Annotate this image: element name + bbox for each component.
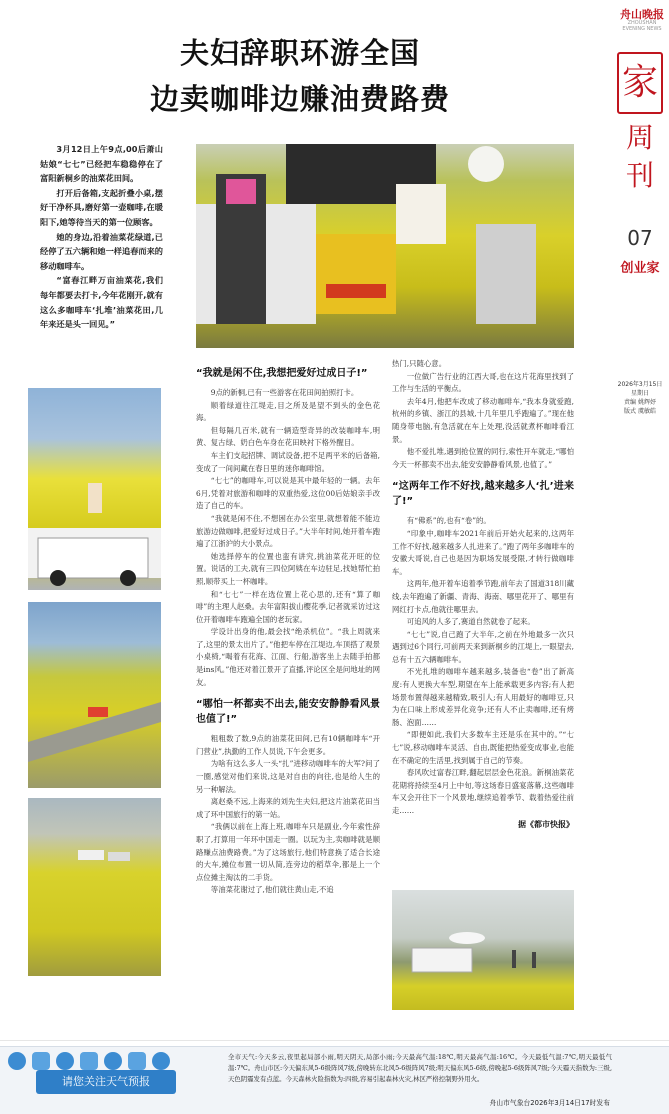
weather-cta-banner: 请您关注天气预报: [36, 1070, 176, 1094]
headline-line-2: 边卖咖啡边赚油费路费: [149, 82, 450, 116]
photo-flower-field-2: [28, 602, 161, 788]
article-paragraph: 等油菜花谢过了,他们就往黄山走,不追: [210, 885, 334, 895]
weather-icon-snow: [80, 1052, 98, 1070]
article-paragraph: 车主们支起招牌、调试设备,把不足两平米的后备箱,变成了一间间藏在春日里的迷你咖啡馆。: [196, 450, 380, 473]
article-column-right: [392, 358, 574, 830]
article-column-middle: [196, 358, 380, 897]
lead-paragraph: “富春江畔万亩油菜花,我们每年都要去打卡,今年花刚开,就有这么多咖啡车‘扎堆’油菜花田,几年来还是头一回见。”: [40, 275, 163, 330]
article-paragraph: 学设计出身的他,最会找“绝杀机位”。“我上周就来了,这里的景太出片了。”他把车停在江堤边,车顶搭了观景小桌椅,“喝着有花海、江面、行船,游客坐上去随手拍都是ins风。”他还对着江景开了直播,评论区全是问地址的网友。: [196, 627, 380, 687]
issue-date: 2026年3月15日: [617, 381, 663, 388]
article-paragraph: 一位做广告行业的江西大哥,也在这片花海里找到了工作与生活的平衡点。: [392, 371, 574, 394]
lead-paragraph: 打开后备箱,支起折叠小桌,摆好干净杯具,磨好第一壶咖啡,在暖阳下,她等待当天的第一位顾客。: [40, 187, 163, 227]
article-paragraph: 不光扎堆的咖啡车越来越多,装备也“卷”出了新高度:有人更换大车型,期望在车上能承载更多内容;有人把场景布置得越来越精致,吸引人;有人用最好的咖啡豆,只为在口味上形成差异化竞争;还有人不止卖咖啡,还有烤肠、泡面……: [392, 667, 574, 727]
article-paragraph: “即便如此,我们大多数车主还是乐在其中的。”“七七”说,移动咖啡车灵活、自由,既能把热爱变成事业,也能在不确定的生活里,找到属于自己的节奏。: [392, 730, 574, 765]
article-paragraph: “七七”说,自己跑了大半年,之前在外地最多一次只遇到过6个同行,可前两天来到新桐乡的江堤上,一眼望去,总有十五六辆咖啡车。: [392, 629, 574, 664]
page-number: 07: [627, 226, 653, 250]
subheading: “我就是闲不住,我想把爱好过成日子!”: [196, 368, 368, 379]
weather-icon-sun: [56, 1052, 74, 1070]
article-paragraph: 顺着绿道往江堤走,目之所及是望不到头的金色花海。: [196, 400, 380, 423]
photo-coffee-car-main: [196, 144, 574, 348]
lead-column: [40, 142, 163, 332]
article-paragraph: 9点的新桐,已有一些游客在花田间拍照打卡。: [210, 388, 359, 397]
article-paragraph: 热门,只随心意。: [392, 359, 447, 368]
issue-editor: 责编 姚辉妤: [624, 399, 656, 406]
subheading: “哪怕一杯都卖不出去,能安安静静看风景也值了!”: [196, 699, 380, 726]
section-name: 创业家: [620, 261, 660, 276]
article-paragraph: “印象中,咖啡车2021年前后开始火起来的,这两年工作不好找,越来越多人扎进来了。”跑了两年多咖啡车的安徽大哥说,自己也是因为职场发展受限,才转行做咖啡车。: [392, 528, 574, 576]
article-paragraph: 粗粗数了数,9点的油菜花田间,已有10辆咖啡车“开门营业”,执勤的工作人员说,下午会更多。: [196, 734, 380, 756]
weather-icon-cloud: [8, 1052, 26, 1070]
source-credit: 据《都市快报》: [518, 818, 574, 829]
article-paragraph: 这两年,他开着车追着季节跑,前年去了国道318川藏线,去年跑遍了新疆、青海、海南、哪里花开了、哪里有网红打卡点,他就往哪里去。: [392, 579, 574, 614]
article-paragraph: 可追风的人多了,赛道自然就卷了起来。: [406, 617, 535, 627]
footer-divider: [0, 1040, 669, 1041]
newspaper-logo-subtitle: ZHOUSHAN EVENING NEWS: [622, 20, 662, 32]
photo-r2-illustration: [392, 890, 574, 1010]
weather-forecast-text: 全市天气:今天多云,夜里起局部小雨,明天阴天,局部小雨;今天最高气温:18℃,明天最高气温:16℃。今天最低气温:7℃,明天最低气温:7℃。舟山市区:今天偏东风5-6级阵风7级,傍晚转东北风5-6级阵风7级;明天偏东风5-6级,傍晚起5-6级阵风7级;今天霾天指数为:三级,天色阴霾发有点蓝。今天森林火险指数为:四级,容易引起森林火灾,林区严格控制野外用火。: [228, 1053, 612, 1083]
article-paragraph: 为啥有这么多人一头“扎”进移动咖啡车的大军?问了一圈,感觉对他们来说,这是对自由的向往,也是给人生的另一种解法。: [196, 759, 380, 794]
article-paragraph: 春风吹过富春江畔,翻起层层金色花浪。新桐油菜花花期将持续至4月上中旬,等这场春日盛宴落幕,这些咖啡车又会开往下一个风景地,继续追着季节、载着热爱往前走……: [392, 768, 574, 815]
weather-icon-rain: [32, 1052, 50, 1070]
weather-source: 舟山市气象台2026年3月14日17时发布: [489, 1099, 610, 1107]
issue-designer: 版式 虞敏皓: [624, 408, 656, 415]
photo-main-illustration: [196, 144, 574, 348]
article-paragraph: 和“七七”一样在选位置上花心思的,还有“算了咖啡”的主理人赵桑。去年富阳拔山樱花季,记者就采访过这位开着咖啡车跑遍全国的老玩家。: [196, 589, 380, 624]
page-headline: [60, 30, 540, 122]
article-paragraph: 她选择停车的位置也蛮有讲究,挑油菜花开旺的位置。说话的工夫,就有三四位阿姨在车边驻足,找她帮忙拍照,顺带买上一杯咖啡。: [196, 551, 380, 586]
weekly-title-box: [617, 52, 663, 114]
weather-icon-wind: [104, 1052, 122, 1070]
weather-icon-storm: [152, 1052, 170, 1070]
article-paragraph: “我俩以前在上海上班,咖啡车只是副业,今年索性辞职了,打算用一年环中国走一圈。以玩为主,卖咖啡就是顺路赚点油费路费。”为了这场旅行,他们特意换了适合长途的大车,摊位布置一切从简,连旁边的稻草伞,都是上一个点位摊主淘汰的二手货。: [196, 822, 380, 882]
lead-paragraph: 3月12日上午9点,00后萧山姑娘“七七”已经把车稳稳停在了富阳新桐乡的油菜花田间。: [40, 144, 163, 184]
article-paragraph: 他不爱扎堆,遇到抢位置的同行,索性开车就走,“哪怕今天一杯都卖不出去,能安安静静看风景,也值了。”: [392, 447, 574, 469]
article-paragraph: “七七”的咖啡车,可以说是其中最年轻的一辆。去年6月,凭着对旅游和咖啡的双重热爱,这位00后姑娘亲手改造了自己的车。: [196, 476, 380, 511]
photo-flower-field-3: [28, 798, 161, 976]
issue-meta: [613, 380, 667, 416]
article-paragraph: 但每隔几百米,就有一辆造型奇异的改装咖啡车,明黄、复古绿、奶白色车身在花田映衬下格外醒目。: [196, 425, 380, 448]
article-paragraph: 去年4月,他把车改成了移动咖啡车,“我本身就爱跑,杭州的乡镇、浙江的县城,十几年里几乎跑遍了。”现在他随身带电脑,有急活就在车上处理,没活就煮杯咖啡看江景。: [392, 396, 574, 444]
subheading: “这两年工作不好找,越来越多人‘扎’进来了!”: [392, 481, 574, 508]
headline-line-1: 夫妇辞职环游全国: [179, 36, 420, 70]
article-paragraph: 有“佛系”的,也有“卷”的。: [406, 516, 491, 526]
lead-paragraph: 她的身边,沿着油菜花绿道,已经停了五六辆和她一样追春而来的移动咖啡车。: [40, 231, 163, 271]
weather-icons-row: [8, 1050, 178, 1072]
article-paragraph: 离赵桑不远,上海来的刘先生夫妇,把这片油菜花田当成了环中国旅行的第一站。: [196, 797, 380, 819]
newspaper-logo: 舟山晚报: [620, 8, 664, 21]
photo-flower-field-1: [28, 388, 161, 590]
photo-l1-illustration: [28, 388, 161, 590]
photo-riverside-coffee: [392, 890, 574, 1010]
article-paragraph: “我就是闲不住,不想困在办公室里,就想着能不能边旅游边做咖啡,把爱好过成日子。”大半年时间,她开着车跑遍了江浙沪的大小景点。: [196, 513, 380, 549]
weekly-title-char-jia: 家: [621, 62, 658, 103]
issue-weekday: 星期日: [630, 390, 649, 397]
weekly-title-char-zhou: 周: [625, 121, 654, 154]
photo-l3-illustration: [28, 798, 161, 976]
weather-icon-fog: [128, 1052, 146, 1070]
photo-l2-illustration: [28, 602, 161, 788]
weekly-title-char-kan: 刊: [625, 159, 654, 192]
